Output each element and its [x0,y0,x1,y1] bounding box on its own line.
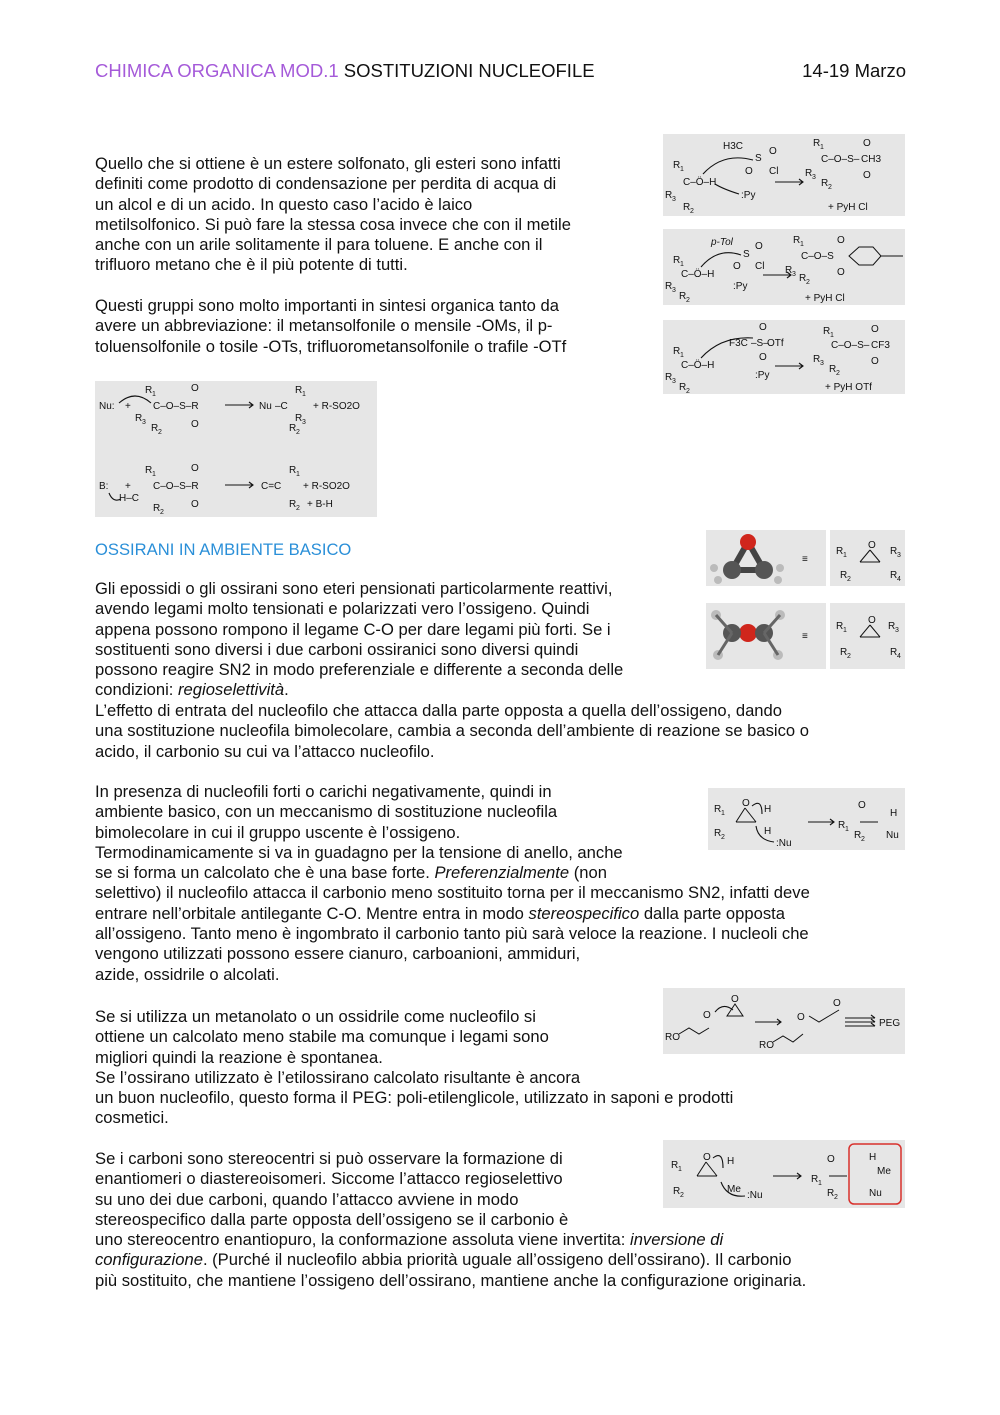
svg-text:R: R [785,265,793,276]
svg-text:2: 2 [721,834,725,841]
nucleophile-label: :Nu [747,1190,763,1201]
svg-text:O: O [858,800,866,811]
svg-text:O: O [863,138,871,149]
svg-text:R: R [665,372,673,383]
svg-text:2: 2 [834,1194,838,1201]
text-line: sostituenti sono diversi i due carboni ossiranici sono diversi quindi [95,639,579,659]
italic-term: configurazione [95,1250,203,1270]
svg-text:2: 2 [828,184,832,191]
text-line [95,863,915,883]
svg-text:H: H [764,826,772,837]
equiv-box-1 [790,530,826,586]
svg-text:R: R [827,1188,835,1199]
svg-text:2: 2 [690,208,694,215]
svg-text:1: 1 [680,352,684,359]
course-title: CHIMICA ORGANICA MOD.1 [95,60,339,81]
svg-text:R: R [673,1186,681,1197]
svg-text:1: 1 [845,826,849,833]
text-line: cosmetici. [95,1108,169,1128]
svg-text:R: R [840,647,848,658]
text-line: bimolecolare in cui il gruppo uscente è l’ossigeno. [95,822,461,842]
text-line: Se l’ossirano utilizzato è l’etilossirano calcolato risultante è ancora [95,1067,581,1087]
svg-text:2: 2 [680,1192,684,1199]
product-nu: Nu [869,1188,882,1199]
methyl-label: Me [727,1184,741,1195]
paragraph-peg [95,1007,915,1129]
mesyl-product-end: CH3 [861,154,882,165]
svg-text:Cl: Cl [769,166,779,177]
paragraph-basic-mechanism [95,782,915,985]
section-title: OSSIRANI IN AMBIENTE BASICO [95,540,352,559]
substitution-product: Nu [259,401,272,412]
text-line: avendo legami molto tensionati e polarizzati vero l’ossigeno. Quindi [95,599,590,619]
svg-text:R: R [289,465,297,476]
svg-text:3: 3 [672,378,676,385]
text-span: (non [569,863,607,883]
text-line: Se i carboni sono stereocentri si può osservare la formazione di [95,1149,563,1168]
svg-text:O: O [191,419,199,430]
equiv-symbol: ≡ [802,554,808,565]
base-label: :Py [755,370,770,381]
svg-text:O: O [868,540,876,551]
svg-text:2: 2 [686,388,690,394]
svg-text:1: 1 [843,552,847,559]
svg-text:2: 2 [861,836,865,843]
figure-epoxide-structure-1 [830,530,905,586]
svg-text:3: 3 [792,271,796,278]
text-line [95,1250,915,1270]
paragraph-nucleophile-effect [95,701,915,762]
ro-label: RO [665,1032,680,1043]
text-span: condizioni: [95,680,179,700]
text-line: metilsolfonico. Si può fare la stessa cosa invece che con il metile [95,214,571,234]
text-line [95,1230,915,1250]
svg-text:–C: –C [275,401,288,412]
svg-text:R: R [829,364,837,375]
text-line: Gli epossidi o gli ossirani sono eteri pensionati particolarmente reattivi, [95,579,613,598]
svg-text:2: 2 [836,370,840,377]
svg-text:O: O [827,1154,835,1165]
date-label: 14-19 Marzo [802,60,906,81]
svg-text:O: O [745,166,753,177]
svg-text:C–O–S–R: C–O–S–R [153,401,199,412]
svg-text:O: O [833,998,841,1009]
svg-text:C–O–S–: C–O–S– [821,154,860,165]
svg-text:O: O [731,994,739,1005]
ro-label: RO [759,1040,774,1051]
svg-text:H: H [764,804,772,815]
equiv-box-2 [790,603,826,669]
svg-text:C–O–S–R: C–O–S–R [153,481,199,492]
topic-title: SOSTITUZIONI NUCLEOFILE [343,60,595,81]
svg-text:R: R [151,423,159,434]
text-line: su uno dei due carboni, quando l’attacco avviene in modo [95,1189,519,1209]
svg-text:3: 3 [812,174,816,181]
triflyl-product-end: CF3 [871,340,890,351]
svg-text:O: O [733,261,741,272]
svg-text:R: R [295,413,303,424]
svg-text:R: R [836,621,844,632]
text-line: selettivo) il nucleofilo attacca il carbonio meno sostituito torna per il meccanismo SN2, infatti deve [95,883,810,903]
svg-text:R: R [714,804,722,815]
svg-text:C–Ö–H: C–Ö–H [681,269,715,280]
text-span: entrare nell’orbitale antilegante C-O. Mentre entra in modo [95,903,529,923]
text-line: Se si utilizza un metanolato o un ossidrile come nucleofilo si [95,1007,536,1026]
svg-text:2: 2 [686,297,690,304]
svg-text:1: 1 [680,261,684,268]
svg-text:2: 2 [847,576,851,583]
svg-text:H–C: H–C [119,493,140,504]
text-span: . (Purché il nucleofilo abbia priorità uguale all’ossigeno dell’ossirano). Il carbonio [202,1250,792,1270]
svg-text:O: O [759,322,767,333]
svg-text:2: 2 [847,653,851,660]
equiv-symbol: ≡ [802,631,808,642]
svg-text:R: R [836,546,844,557]
svg-text:O: O [759,352,767,363]
svg-text:R: R [799,273,807,284]
text-span: . [284,680,289,700]
svg-text:R: R [821,178,829,189]
svg-text:2: 2 [806,279,810,286]
figure-epoxide-structure-2 [830,603,905,669]
figure-triflate [663,320,905,394]
svg-text:1: 1 [678,1166,682,1173]
svg-text:R: R [665,281,673,292]
paragraph-epoxides [95,579,695,701]
text-line: acido, il carbonio su cui va l’attacco nucleofilo. [95,741,435,761]
text-line: azide, ossidrile o alcolati. [95,964,280,984]
svg-text:R: R [145,385,153,396]
base-label: B: [99,481,109,492]
text-line: Termodinamicamente si va in guadagno per la tensione di anello, anche [95,842,623,862]
svg-text:1: 1 [818,1180,822,1187]
svg-text:R: R [295,385,303,396]
svg-text:3: 3 [672,196,676,203]
svg-text:R: R [679,382,687,393]
text-line: un alcol e di un acido. In questo caso l’acido è laico [95,194,473,214]
svg-text:R: R [683,202,691,213]
triflate-leaving: OTf [767,338,784,349]
svg-text:1: 1 [843,627,847,634]
mesyl-salt: + PyH Cl [828,202,868,213]
text-line: Quello che si ottiene è un estere solfonato, gli esteri sono infatti [95,154,561,173]
text-line: toluensolfonile o tosile -OTs, trifluorometansolfonile o trafile -OTf [95,336,567,356]
product-me: Me [877,1166,891,1177]
svg-text:1: 1 [800,241,804,248]
svg-text:R: R [888,621,896,632]
figure-epoxide-ball-model-2 [706,603,790,669]
svg-text:1: 1 [830,332,834,339]
svg-text:R: R [811,1174,819,1185]
svg-text:R: R [289,499,297,510]
text-line: un buon nucleofilo, questo forma il PEG: poli-etilenglicole, utilizzato in saponi e prodotti [95,1088,734,1108]
text-line: all’ossigeno. Tanto meno è ingombrato il carbonio tanto più sarà veloce la reazione. I nucleoli che [95,924,809,944]
page-header [95,60,906,84]
italic-term: regioselettività [178,680,285,700]
svg-text:3: 3 [897,552,901,559]
svg-text:3: 3 [820,360,824,367]
svg-text:O: O [742,798,750,809]
svg-text:2: 2 [158,429,162,436]
italic-term: stereospecifico [528,903,640,923]
svg-text:R: R [145,465,153,476]
text-line: vengono utilizzati possono essere cianuro, carboanioni, ammiduri, [95,944,581,964]
text-line: enantiomeri o diastereoisomeri. Siccome l’attacco regioselettivo [95,1169,563,1189]
svg-text:C–O–S–: C–O–S– [831,340,870,351]
svg-text:R: R [890,546,898,557]
svg-text:R: R [890,647,898,658]
text-line: avere un abbreviazione: il metansolfonile o mensile -OMs, il p- [95,316,553,336]
elimination-byproduct-2: + B-H [307,499,333,510]
svg-text:R: R [673,160,681,171]
svg-text:O: O [191,383,199,394]
svg-text:+: + [125,481,131,492]
svg-text:2: 2 [296,505,300,512]
svg-text:4: 4 [897,576,901,583]
text-line: ottiene un calcolato meno stabile ma comunque i legami sono [95,1027,549,1047]
base-label: :Py [741,190,756,201]
svg-text:C–Ö–H: C–Ö–H [683,177,717,188]
svg-text:O: O [837,267,845,278]
svg-text:R: R [805,168,813,179]
svg-text:O: O [191,499,199,510]
text-line: ambiente basico, con un meccanismo di sostituzione nucleofila [95,802,558,822]
text-line: Questi gruppi sono molto importanti in sintesi organica tanto da [95,296,559,315]
svg-text:R: R [671,1160,679,1171]
svg-text:R: R [793,235,801,246]
svg-text:O: O [797,1012,805,1023]
tosyl-reagent-label: p-Tol [711,237,733,248]
product-h: H [890,808,898,819]
svg-text:R: R [854,830,862,841]
svg-text:C–Ö–H: C–Ö–H [681,360,715,371]
figure-epoxide-ball-model-1 [706,530,790,586]
text-line: L’effetto di entrata del nucleofilo che attacca dalla parte opposta a quella dell’ossigeno, dando [95,701,782,720]
svg-text:1: 1 [721,810,725,817]
svg-text:Cl: Cl [755,261,765,272]
svg-text:O: O [863,170,871,181]
svg-text:S: S [755,153,762,164]
svg-text:O: O [871,356,879,367]
svg-text:O: O [703,1010,711,1021]
mesyl-reagent-label: H3C [723,141,744,152]
peg-label: PEG [879,1018,901,1029]
text-line: una sostituzione nucleofila bimolecolare, cambia a seconda dell’ambiente di reazione se basico o [95,721,809,741]
svg-text:R: R [135,413,143,424]
svg-text:4: 4 [897,653,901,660]
italic-term: inversione di [630,1230,724,1250]
svg-text:R: R [840,570,848,581]
svg-text:+: + [125,401,131,412]
text-span: dalla parte opposta [639,903,785,923]
text-line: anche con un arile solitamente il para toluene. E anche con il [95,235,543,255]
svg-text:R: R [665,190,673,201]
svg-text:1: 1 [152,391,156,398]
tosyl-salt: + PyH Cl [805,293,845,304]
triflyl-reagent-label: F3C [729,338,748,349]
svg-text:R: R [813,138,821,149]
svg-text:–S–: –S– [751,338,769,349]
substitution-byproduct: + R-SO2O [313,401,360,412]
svg-text:R: R [673,346,681,357]
text-line: possono reagire SN2 in modo preferenziale e differente a seconda delle [95,660,624,680]
text-line: appena possono rompono il legame C-O per dare legami più forti. Se i [95,619,611,639]
text-line: più sostituito, che mantiene l’ossigeno dell’ossirano, mantiene anche la configurazione originaria. [95,1270,807,1290]
svg-text:R: R [823,326,831,337]
svg-text:S: S [743,249,750,260]
text-span: se si forma un calcolato che è una base forte. [95,863,435,883]
elimination-byproduct: + R-SO2O [303,481,350,492]
text-span: uno stereocentro enantiopuro, la conformazione assoluta viene invertita: [95,1230,631,1250]
svg-text:3: 3 [142,419,146,426]
text-line: In presenza di nucleofili forti o carichi negativamente, quindi in [95,782,552,801]
triflate-salt: + PyH OTf [825,382,872,393]
intro-paragraph-2 [95,296,655,357]
svg-text:O: O [191,463,199,474]
svg-text:1: 1 [296,471,300,478]
base-label: :Py [733,281,748,292]
figure-mesylate [663,134,905,216]
text-line: migliori quindi la reazione è spontanea. [95,1047,383,1067]
paragraph-stereocenters [95,1149,915,1291]
svg-text:3: 3 [672,287,676,294]
figure-tosylate [663,229,905,305]
nucleophile-label: Nu: [99,401,115,412]
svg-text:O: O [769,146,777,157]
elimination-product: C=C [261,481,282,492]
text-line: definiti come prodotto di condensazione per perdita di acqua di [95,174,557,194]
svg-text:O: O [868,615,876,626]
text-line: trifluoro metano che è il più potente di tutti. [95,255,408,275]
svg-text:R: R [673,255,681,266]
svg-text:3: 3 [895,627,899,634]
svg-text:1: 1 [152,471,156,478]
svg-text:H: H [727,1156,735,1167]
text-line [95,904,915,924]
svg-text:3: 3 [302,419,306,426]
svg-text:2: 2 [160,509,164,516]
figure-sulfonate-reactions [95,381,377,517]
svg-text:O: O [703,1152,711,1163]
svg-text:R: R [714,828,722,839]
svg-text:1: 1 [302,391,306,398]
svg-text:C–O–S: C–O–S [801,251,834,262]
text-line: stereospecifico dalla parte opposta dell’ossigeno se il carbonio è [95,1209,569,1229]
svg-text:R: R [813,354,821,365]
svg-text:O: O [871,324,879,335]
svg-text:2: 2 [296,429,300,436]
svg-text:1: 1 [820,144,824,151]
svg-text:R: R [679,291,687,302]
product-h: H [869,1152,877,1163]
svg-text:O: O [755,241,763,252]
italic-term: Preferenzialmente [434,863,570,883]
svg-text:R: R [838,820,846,831]
svg-text:O: O [837,235,845,246]
text-line [95,680,695,700]
svg-text:R: R [890,570,898,581]
product-nu: Nu [886,830,899,841]
svg-text:R: R [153,503,161,514]
svg-text:R: R [289,423,297,434]
svg-text:1: 1 [680,166,684,173]
intro-paragraph-1 [95,154,655,276]
nucleophile-label: :Nu [776,838,792,849]
